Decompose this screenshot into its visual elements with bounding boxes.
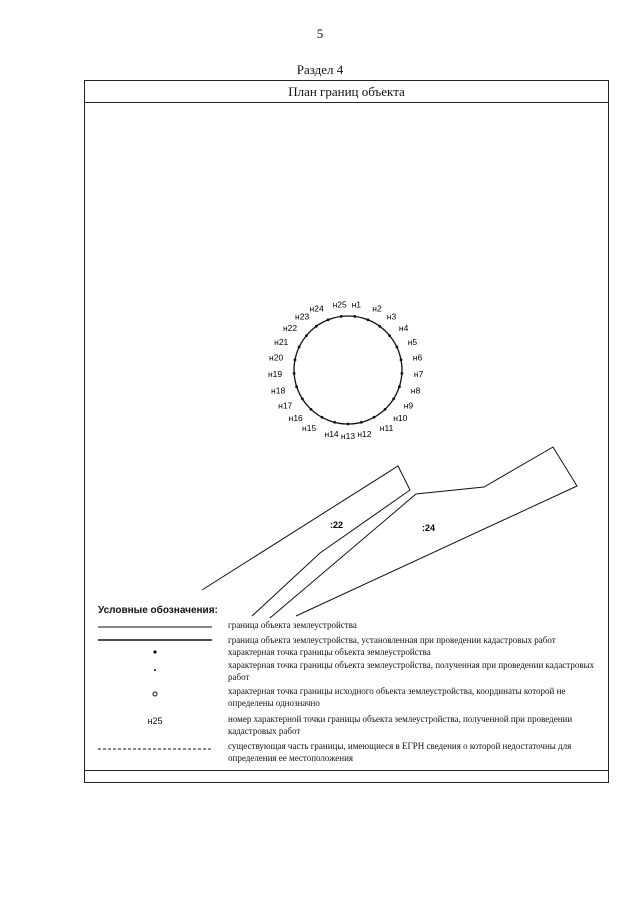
plan-title: План границ объекта: [85, 81, 608, 103]
boundary-point-4: [388, 334, 391, 337]
boundary-point-label-2: н2: [372, 303, 382, 314]
boundary-point-6: [400, 359, 403, 362]
boundary-point-label-1: н1: [351, 299, 362, 310]
boundary-point-label-11: н11: [379, 422, 394, 433]
boundary-point-label-21: н21: [274, 336, 289, 347]
object-boundary-circle: [294, 316, 402, 424]
boundary-point-12: [360, 421, 363, 424]
boundary-point-label-13: н13: [340, 431, 356, 441]
parcel-22-label: :22: [330, 520, 344, 530]
boundary-point-21: [298, 346, 301, 349]
boundary-point-7: [401, 372, 404, 375]
boundary-point-label-23: н23: [295, 311, 310, 322]
boundary-point-23: [315, 325, 318, 328]
boundary-point-19: [293, 372, 296, 375]
section-title: Раздел 4: [296, 62, 344, 77]
boundary-point-label-3: н3: [386, 311, 397, 322]
boundary-point-22: [305, 334, 308, 337]
legend-symbol-cadastral-point: [96, 664, 214, 676]
legend-symbol-point: [96, 646, 214, 658]
boundary-point-label-4: н4: [398, 322, 409, 333]
boundary-point-label-18: н18: [271, 385, 286, 396]
legend-symbol-insufficient-boundary: [96, 743, 214, 755]
boundary-point-13: [347, 423, 350, 426]
boundary-point-8: [398, 385, 401, 388]
boundary-point-24: [327, 318, 330, 321]
legend-item-insufficient-boundary: существующая часть границы, имеющиеся в ЕГРН сведения о которой недостаточны для определения ее местоположения: [228, 741, 572, 763]
legend-item-established-boundary: граница объекта землеустройства, установленная при проведении кадастровых работ: [228, 635, 556, 645]
boundary-point-15: [321, 416, 324, 419]
boundary-point-17: [301, 398, 304, 401]
legend-symbol-undefined-point: [96, 688, 214, 700]
legend-item-boundary: граница объекта землеустройства: [228, 620, 357, 630]
boundary-point-label-24: н24: [309, 303, 324, 314]
boundary-point-16: [310, 408, 313, 411]
boundary-point-14: [333, 421, 336, 424]
boundary-point-label-22: н22: [282, 322, 298, 333]
boundary-point-labels: [268, 300, 424, 442]
boundary-point-label-16: н16: [288, 413, 303, 424]
boundary-point-25: [340, 315, 343, 318]
boundary-point-label-12: н12: [357, 428, 372, 439]
boundary-point-20: [294, 359, 297, 362]
legend-symbol-point-number: н25: [147, 716, 163, 726]
page-number: 5: [316, 26, 324, 41]
boundary-point-9: [392, 398, 395, 401]
boundary-point-label-14: н14: [324, 428, 339, 439]
parcel-24-label: :24: [422, 523, 436, 533]
legend-item-point-number: номер характерной точки границы объекта землеустройства, полученной при проведении кадастровых работ: [228, 714, 573, 736]
boundary-point-label-8: н8: [410, 385, 421, 396]
boundary-point-1: [353, 315, 356, 318]
boundary-point-label-6: н6: [412, 352, 423, 363]
boundary-point-label-5: н5: [407, 336, 418, 347]
boundary-point-label-20: н20: [269, 352, 284, 363]
boundary-point-5: [396, 346, 399, 349]
boundary-point-label-17: н17: [278, 400, 293, 411]
boundary-point-2: [367, 318, 370, 321]
boundary-point-label-10: н10: [393, 413, 408, 424]
boundary-point-label-25: н25: [332, 299, 347, 310]
boundary-point-label-15: н15: [302, 422, 317, 433]
boundary-point-label-19: н19: [267, 369, 283, 380]
boundary-point-label-9: н9: [403, 400, 414, 411]
legend-title: Условные обозначения:: [98, 605, 218, 616]
boundary-point-18: [295, 385, 298, 388]
legend-bottom-rule: [84, 770, 609, 771]
boundary-point-11: [373, 416, 376, 419]
legend-symbol-boundary: [96, 621, 214, 633]
legend-item-cadastral-point: характерная точка границы объекта землеустройства, полученная при проведении кадастровых работ: [228, 660, 595, 682]
boundary-point-3: [378, 325, 381, 328]
boundary-point-label-7: н7: [413, 369, 424, 380]
parcel-22-boundary: [202, 466, 410, 616]
legend-item-undefined-point: характерная точка границы исходного объекта землеустройства, координаты которой не определены однозначно: [228, 686, 566, 708]
boundary-point-10: [384, 408, 387, 411]
legend-item-point: характерная точка границы объекта землеустройства: [228, 647, 431, 657]
legend-symbol-established-boundary: [96, 634, 214, 646]
